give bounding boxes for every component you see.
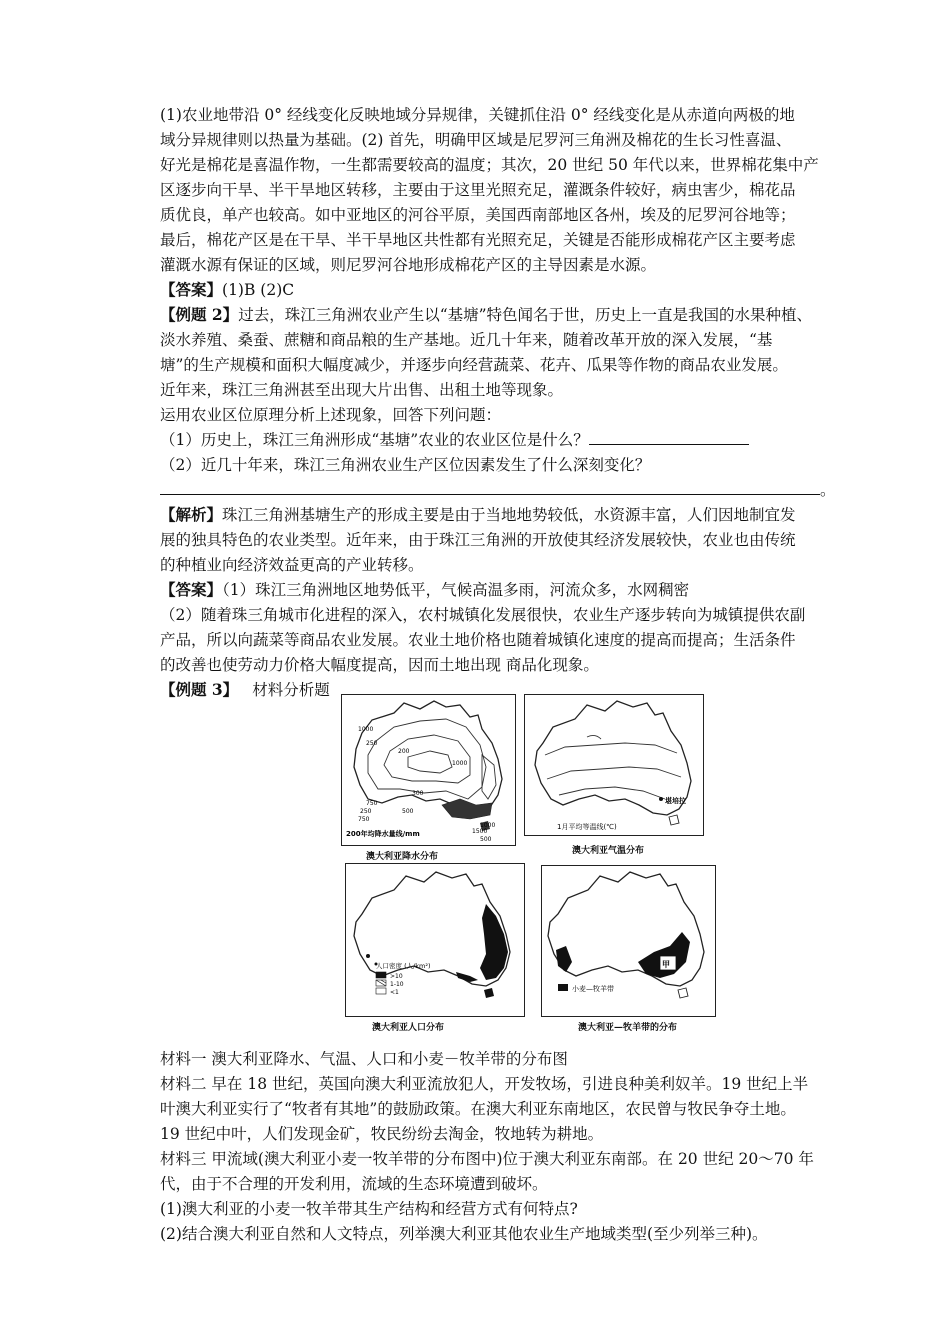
answer-text: （1）珠江三角洲地区地势低平，气候高温多雨，河流众多，水网稠密 [222, 581, 690, 599]
isohyet-label: 1000 [480, 822, 496, 829]
isohyet-label: 250 [366, 740, 378, 747]
population-legend-item: <1 [390, 989, 399, 996]
wheat-sheep-map [541, 865, 716, 1017]
australia-rainfall-figure [342, 695, 515, 845]
isohyet-label: 200 [398, 748, 410, 755]
example-2-line: 塘”的生产规模和面积大幅度减少，并逐步向经营蔬菜、花卉、瓜果等作物的商品农业发展。 [160, 356, 788, 374]
isohyet-label: 750 [366, 800, 378, 807]
example-2-line: 近年来，珠江三角洲甚至出现大片出售、出租土地等现象。 [160, 381, 564, 399]
material-2-line: 19 世纪中叶，人们发现金矿，牧民纷纷去淘金，牧地转为耕地。 [160, 1125, 604, 1143]
map-legend: 小麦—牧羊带 [572, 985, 614, 993]
rainfall-map [341, 694, 516, 846]
example-3-text: 材料分析题 [252, 681, 330, 699]
example-2-label: 【例题 2】 [160, 305, 239, 324]
answer-blank[interactable] [589, 428, 749, 445]
paragraph-line: 灌溉水源有保证的区域，则尼罗河谷地形成棉花产区的主导因素是水源。 [160, 256, 657, 274]
period: 。 [820, 481, 836, 499]
question-1: (1)澳大利亚的小麦一牧羊带其生产结构和经营方式有何特点? [160, 1200, 578, 1218]
population-legend-item: >10 [390, 973, 403, 980]
australia-outline [548, 872, 704, 986]
isohyet-label: 1000 [358, 726, 374, 733]
analysis-line: 的种植业向经济效益更高的产业转移。 [160, 556, 424, 574]
australia-temperature-figure [525, 695, 703, 835]
region-label: 甲 [662, 960, 670, 969]
rainfall-map-caption: 澳大利亚降水分布 [366, 852, 439, 862]
analysis-text: 珠江三角洲基塘生产的形成主要是由于当地地势较低，水资源丰富，人们因地制宜发 [222, 506, 796, 524]
answer-2-line [160, 578, 689, 602]
isohyet-label: 1000 [452, 760, 468, 767]
answer-1 [160, 278, 294, 302]
example-2-line: 淡水养殖、桑蚕、蔗糖和商品粮的生产基地。近几十年来，随着改革开放的深入发展，“基 [160, 331, 773, 349]
answer-blank[interactable] [160, 478, 820, 495]
analysis-line: 展的独具特色的农业类型。近年来，由于珠江三角洲的开放使其经济发展较快，农业也由传统 [160, 531, 796, 549]
question-1 [160, 428, 749, 452]
isohyet-label: 250 [360, 808, 372, 815]
paragraph-line: 区逐步向干旱、半干旱地区转移，主要由于这里光照充足，灌溉条件较好，病虫害少，棉花品 [160, 181, 796, 199]
material-2-line: 叶澳大利亚实行了“牧者有其地”的鼓励政策。在澳大利亚东南地区，农民曾与牧民争夺土地。 [160, 1100, 796, 1118]
isohyet-label: 500 [480, 836, 492, 843]
population-map-caption: 澳大利亚人口分布 [372, 1023, 445, 1033]
city-label: 堪培拉 [665, 797, 686, 805]
isohyet-label: 500 [402, 808, 414, 815]
australia-outline [354, 701, 502, 815]
isohyet-label: 750 [358, 816, 370, 823]
answer-label: 【答案】 [160, 280, 223, 299]
population-map [345, 863, 525, 1017]
material-2-line: 材料二 早在 18 世纪，英国向澳大利亚流放犯人，开发牧场，引进良种美利奴羊。19 世纪上半 [160, 1075, 809, 1093]
example-3-label: 【例题 3】 [160, 680, 239, 699]
population-legend-title: 人口密度 (人/km²) [376, 962, 431, 970]
temperature-map [524, 694, 704, 836]
example-2-line: 运用农业区位原理分析上述现象，回答下列问题： [160, 406, 502, 424]
example-2-text: 过去，珠江三角洲农业产生以“基塘”特色闻名于世，历史上一直是我国的水果种植、 [238, 306, 813, 324]
paragraph-line: (1)农业地带沿 0° 经线变化反映地域分异规律，关键抓住沿 0° 经线变化是从赤道向两极的地 [160, 106, 795, 124]
paragraph-line: 最后，棉花产区是在干旱、半干旱地区共性都有光照充足，关键是否能形成棉花产区主要考虑 [160, 231, 796, 249]
question-1-text: （1）历史上，珠江三角洲形成“基塘”农业的农业区位是什么？ [160, 431, 589, 449]
paragraph-line: 域分异规律则以热量为基础。(2) 首先，明确甲区域是尼罗河三角洲及棉花的生长习性喜温、 [160, 131, 792, 149]
material-1: 材料一 澳大利亚降水、气温、人口和小麦－牧羊带的分布图 [160, 1050, 568, 1068]
analysis-label: 【解析】 [160, 505, 223, 524]
example-2-line [160, 303, 812, 327]
answer-text: (1)B (2)C [222, 281, 295, 299]
isohyet-label: 1500 [472, 828, 488, 835]
australia-wheat-sheep-figure [542, 866, 715, 1016]
answer-2-line: 的改善也使劳动力价格大幅度提高，因而土地出现 商品化现象。 [160, 656, 599, 674]
map-legend: 1月平均等温线(℃) [557, 823, 617, 831]
map-legend: 200年均降水量线/mm [346, 830, 420, 838]
question-2-answer-line [160, 478, 836, 502]
material-3-line: 代，由于不合理的开发利用，流域的生态环境遭到破坏。 [160, 1175, 548, 1193]
answer-2-line: （2）随着珠三角城市化进程的深入，农村城镇化发展很快，农业生产逐步转向为城镇提供农副 [160, 606, 806, 624]
temperature-map-caption: 澳大利亚气温分布 [572, 846, 645, 856]
answer-label: 【答案】 [160, 580, 223, 599]
isohyet-label: 300 [412, 790, 424, 797]
example-3-heading [160, 678, 330, 702]
australia-population-figure [346, 864, 524, 1016]
answer-2-line: 产品，所以向蔬菜等商品农业发展。农业土地价格也随着城镇化速度的提高而提高；生活条件 [160, 631, 796, 649]
paragraph-line: 好光是棉花是喜温作物，一生都需要较高的温度；其次，20 世纪 50 年代以来，世界棉花集中产 [160, 156, 819, 174]
population-legend-item: 1-10 [390, 981, 404, 988]
wheat-sheep-map-caption: 澳大利亚—牧羊带的分布 [578, 1023, 678, 1033]
question-2: (2)结合澳大利亚自然和人文特点，列举澳大利亚其他农业生产地域类型(至少列举三种)。 [160, 1225, 768, 1243]
paragraph-line: 质优良，单产也较高。如中亚地区的河谷平原，美国西南部地区各州，埃及的尼罗河谷地等； [160, 206, 796, 224]
analysis-line [160, 503, 796, 527]
material-3-line: 材料三 甲流域(澳大利亚小麦一牧羊带的分布图中)位于澳大利亚东南部。在 20 世纪 20～70 年 [160, 1150, 814, 1168]
question-2: （2）近几十年来，珠江三角洲农业生产区位因素发生了什么深刻变化？ [160, 456, 651, 474]
